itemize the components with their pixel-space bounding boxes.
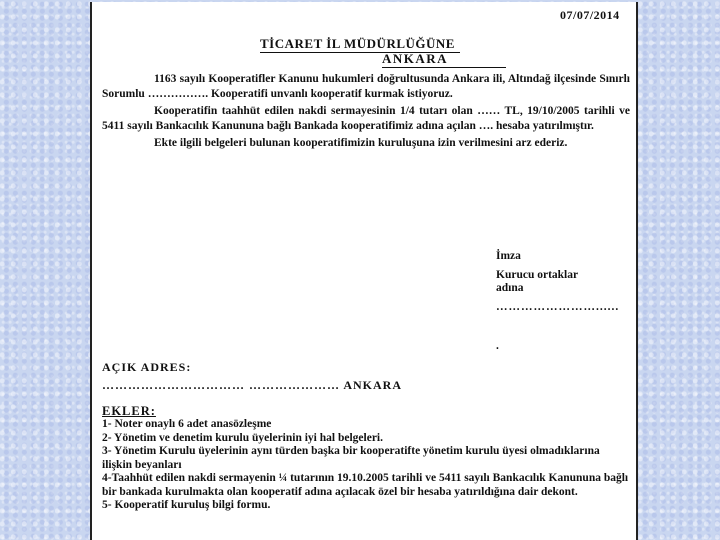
recipient-title: TİCARET İL MÜDÜRLÜĞÜNE (260, 36, 455, 51)
document-date: 07/07/2014 (560, 8, 620, 22)
signature-block (496, 250, 619, 353)
attachments-list (102, 418, 630, 513)
founders-label-line1: Kurucu ortaklar (496, 269, 579, 281)
letter-body (102, 72, 630, 154)
document-page (90, 2, 638, 540)
signature-dots: ……………………...... (496, 301, 620, 313)
body-paragraph-1: 1163 sayılı Kooperatifler Kanunu hukumleri doğrultusunda Ankara ili, Altındağ ilçesinde Sınırlı Sorumlu ……………. Kooperatifi unvanlı kooperatif kurmak istiyoruz. (102, 73, 630, 100)
signature-last-dot: . (496, 340, 499, 352)
founders-label-line2: adına (496, 282, 524, 294)
address-line: …………………………… ………………… ANKARA (102, 378, 403, 392)
recipient-city: ANKARA (382, 51, 449, 66)
signature-label: İmza (496, 250, 521, 262)
attachment-item: 5- Kooperatif kuruluş bilgi formu. (102, 499, 271, 511)
body-paragraph-2: Kooperatifin taahhüt edilen nakdi sermayesinin 1/4 tutarı olan …… TL, 19/10/2005 tarihli ve 5411 sayılı Bankacılık Kanununa bağlı Bankada kooperatifimiz adına açılan …. hesaba yatırılmıştır. (102, 105, 630, 132)
body-paragraph-3: Ekte ilgili belgeleri bulunan kooperatifimizin kuruluşuna izin verilmesini arz ederiz. (154, 137, 568, 149)
attachment-item: 2- Yönetim ve denetim kurulu üyelerinin iyi hal belgeleri. (102, 431, 383, 444)
address-label: AÇIK ADRES: (102, 360, 192, 374)
attachment-item: 1- Noter onaylı 6 adet anasözleşme (102, 418, 272, 430)
attachments-label: EKLER: (102, 404, 156, 418)
attachment-item: 3- Yönetim Kurulu üyelerinin aynı türden başka bir kooperatifte yönetim kurulu üyesi olmadıklarına ilişkin beyanları (102, 445, 600, 471)
attachment-item: 4-Taahhüt edilen nakdi sermayenin ¼ tutarının 19.10.2005 tarihli ve 5411 sayılı Bankacılık Kanununa bağlı bir bankada kurulmakta olan kooperatif adına açılacak özel bir hesaba yatırıldığına dair dekont. (102, 472, 629, 498)
city-underline (382, 67, 506, 68)
